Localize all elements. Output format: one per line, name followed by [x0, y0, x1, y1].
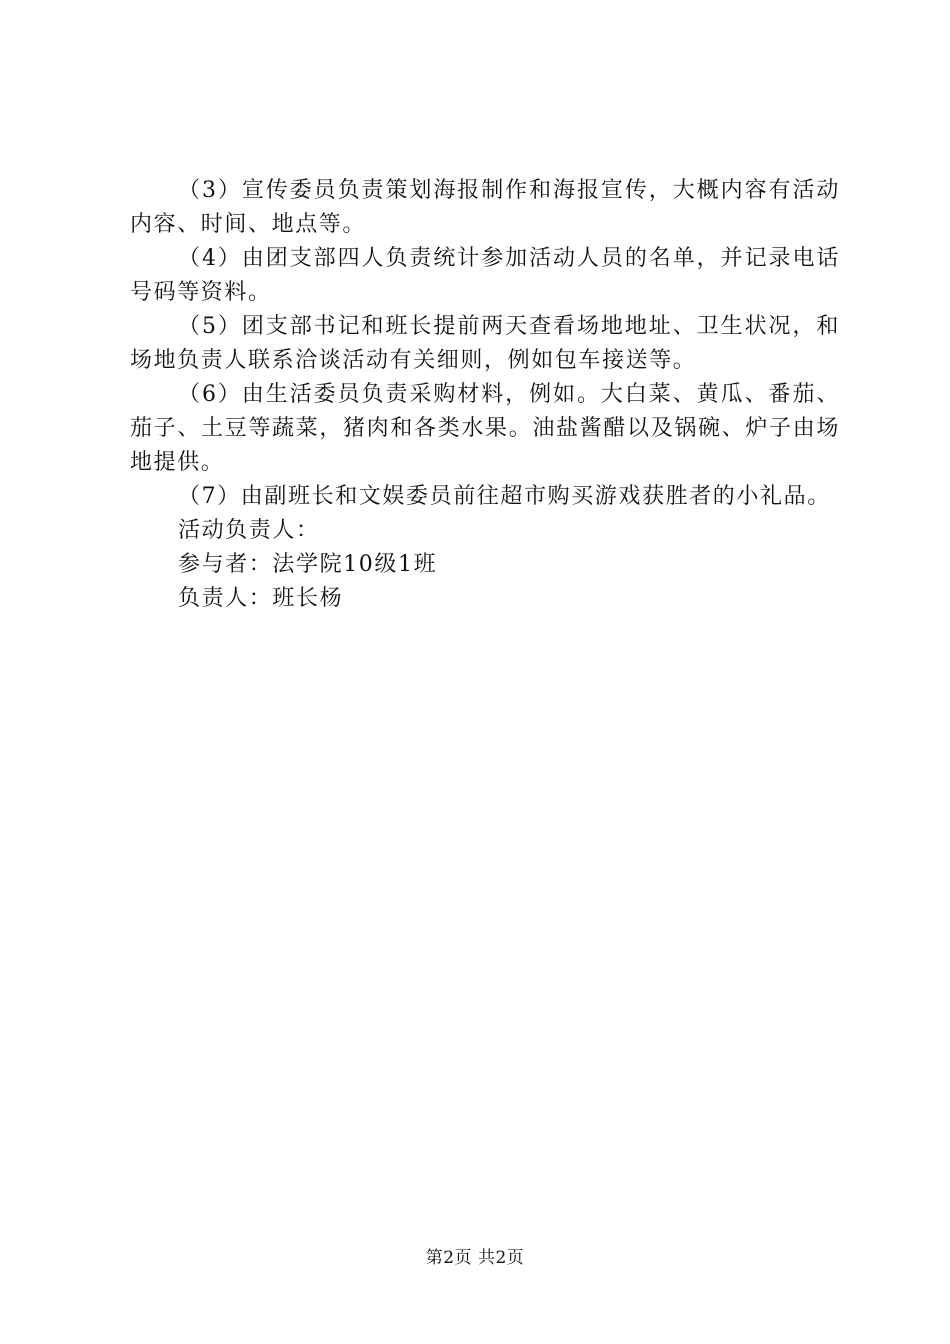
organizer-line: 活动负责人：	[178, 518, 320, 543]
paragraph-item-7: （7）由副班长和文娱委员前往超市购买游戏获胜者的小礼品。	[178, 484, 831, 509]
paragraph-item-3: （3）宣传委员负责策划海报制作和海报宣传，大概内容有活动内容、时间、地点等。	[130, 178, 840, 237]
person-in-charge-line: 负责人：班长杨	[178, 586, 344, 611]
paragraph-item-4: （4）由团支部四人负责统计参加活动人员的名单，并记录电话号码等资料。	[130, 246, 840, 305]
paragraph-item-5: （5）团支部书记和班长提前两天查看场地地址、卫生状况，和场地负责人联系洽谈活动有关细则，例如包车接送等。	[130, 314, 840, 373]
page-footer: 第2页 共2页	[425, 1248, 525, 1268]
document-body	[130, 174, 840, 616]
paragraph-item-6: （6）由生活委员负责采购材料，例如。大白菜、黄瓜、番茄、茄子、土豆等蔬菜，猪肉和各类水果。油盐酱醋以及锅碗、炉子由场地提供。	[130, 382, 840, 475]
participants-line: 参与者：法学院10级1班	[178, 552, 438, 577]
